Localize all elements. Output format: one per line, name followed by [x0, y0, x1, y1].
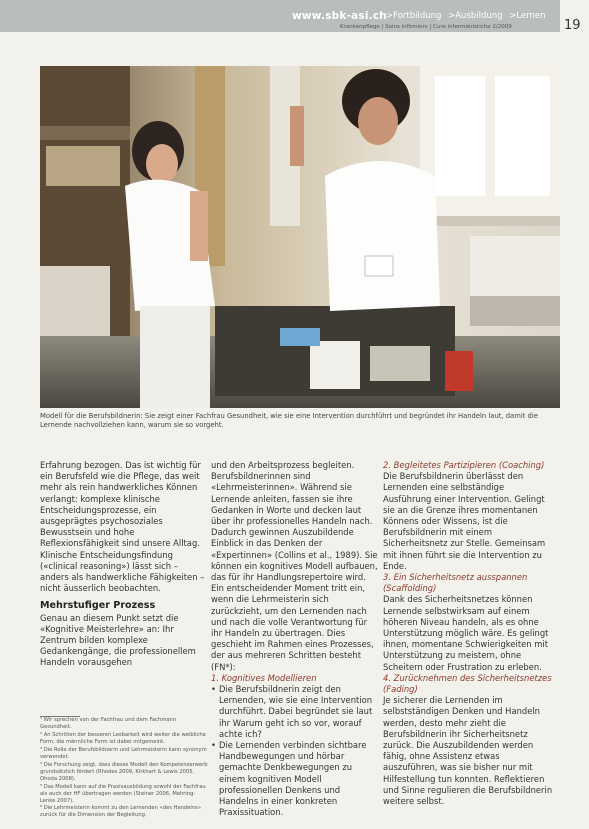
footnote-item: ¹ Wir sprechen von der Fachfrau und dem Fachmann Gesundheit. — [40, 717, 177, 731]
section-nav — [386, 11, 550, 21]
step2-heading: 2. Begleitetes Partizipieren (Coaching) — [383, 460, 545, 470]
footnotes — [40, 716, 208, 820]
bullet-item: • Die Berufsbildnerin zeigt den Lernenden, wie sie eine Intervention durchführt. Dabei begründet sie laut ihr Warum geht ich so vor, worauf achte ich? — [211, 684, 379, 740]
step1-heading: 1. Kognitives Modellieren — [211, 672, 317, 683]
footnote-item: ⁴ Die Forschung zeigt, dass dieses Modell den Kompetenzerwerb grundsätzlich fördert (Rhodes 2009, Kirkhart & Lewis 2005, Ohoda 2008). — [40, 761, 208, 782]
photo-illustration — [40, 66, 560, 408]
step2-paragraph: Die Berufsbildnerin überlässt den Lernenden eine selbständige Ausführung einer Intervention. Gelingt sie an die Grenze ihres momentanen Könnens oder Wissens, ist die Berufsbildnerin mit einem Sicherheitsnetz zur Stelle. Gemeinsam mit ihnen führt sie die Intervention zu Ende. — [383, 471, 546, 571]
article-column-3 — [383, 460, 553, 807]
photo-caption: Modell für die Berufsbildnerin: Sie zeigt einer Fachfrau Gesundheit, wie sie eine Intervention durchführt und begründet ihr Handeln laut, damit die Lernende nachvollziehen kann, warum sie so vorgeht. — [40, 412, 538, 429]
nav-ausbildung[interactable]: >Ausbildung — [448, 11, 503, 21]
col2-intro-paragraph: und den Arbeitsprozess begleiten. Berufsbildnerinnen sind «Lehrmeisterinnen». Während sie Lernende anleiten, fassen sie ihre Gedanken in Worte und decken laut über ihr professionelles Handeln nach. Dadurch gewinnen Auszubildende Einblick in das Denken der «Expertinnen» (Collins et al., 1989). Sie können ein kognitives Modell aufbauen, das für ihr Handlungsrepertoire wird. Ein entscheidender Moment tritt ein, wenn die Lehrmeisterin sich zurückzieht, um den Lernenden nach und nach die volle Verantwortung für ihr Handeln zu übertragen. Dies geschieht im Rahmen eines Prozesses, der aus mehreren Schritten besteht (FN*): — [211, 460, 378, 672]
footnote-item: ³ Die Rolle der Berufsbildnerin und Lehrmeisterin kann synonym verwendet. — [40, 746, 207, 760]
footnote-item: ² An Schritten der besseren Lesbarkeit wird weiter die weibliche Form, die männliche Form ist dabei mitgemeint. — [40, 732, 206, 746]
step4-heading: 4. Zurücknehmen des Sicherheitsnetzes (Fading) — [383, 672, 552, 695]
article-column-1 — [40, 460, 208, 669]
col1-intro-paragraph: Erfahrung bezogen. Das ist wichtig für ein Berufsfeld wie die Pflege, das weit mehr als rein handwerkliches Können verlangt: komplexe klinische Entscheidungsprozesse, ein ausgeprägtes psychosoziales Bewusstsein und hohe Reflexionsfähigkeit sind unsere Alltag. Klinische Entscheidungsfindung («clinical reasoning») lässt sich – anders als handwerkliche Fähigkeiten – nicht äusserlich beobachten. — [40, 460, 205, 594]
bullet-item: • Die Lernenden verbinden sichtbare Handbewegungen und hörbar gemachte Denkbewegungen zu einem kognitiven Modell professionellen Denkens und Handelns in einer konkreten Praxissituation. — [211, 740, 379, 818]
step3-paragraph: Dank des Sicherheitsnetzes können Lernende selbstwirksam auf einem höheren Niveau handeln, als es ohne Unterstützung möglich wäre. Es gelingt ihnen, momentane Schwierigkeiten mit Unterstützung zu meistern, ohne Scheitern oder Frustration zu erleben. — [383, 594, 549, 672]
section-heading: Mehrstufiger Prozess — [40, 600, 156, 612]
page-number: 19 — [564, 18, 581, 33]
footnote-item: ⁵ Das Modell kann auf die Praxisausbildung sowohl der Fachfrau als auch der HF übertragen werden (Steiner 2006, Mehring-Lenke 2007). — [40, 783, 206, 804]
page-header — [0, 0, 589, 34]
article-column-2 — [211, 460, 379, 819]
nav-lernen[interactable]: >Lernen — [509, 11, 546, 21]
footnote-item: ⁶ Die Lehrmeisterin kommt zu den Lernenden «des Handelns» zurück für die Dimension der Begleitung. — [40, 805, 201, 819]
col1-body-paragraph: Genau an diesem Punkt setzt die «Kognitive Meisterlehre» an: Ihr Zentrum bilden komplexe Gedankengänge, die professionellem Handeln vorausgehen — [40, 612, 196, 668]
step3-heading: 3. Ein Sicherheitsnetz ausspannen (Scaffolding) — [383, 572, 528, 594]
article-photo — [40, 66, 560, 408]
step4-paragraph: Je sicherer die Lernenden im selbstständigen Denken und Handeln werden, desto mehr zieht die Berufsbildnerin ihr Sicherheitsnetz zurück. Die Auszubildenden werden fähig, ohne Assistenz etwas auszuführen, was sie bisher nur mit Hilfestellung tun konnten. Reflektieren und Sinne regulieren die Berufsbildnerin weitere selbst. — [383, 695, 553, 807]
site-url-link[interactable]: www.sbk-asi.ch — [292, 10, 387, 22]
journal-subline: Krankenpflege | Soins infirmiers | Cure infermieristiche 2/2009 — [340, 24, 512, 30]
nav-fortbildung[interactable]: >Fortbildung — [386, 11, 442, 21]
